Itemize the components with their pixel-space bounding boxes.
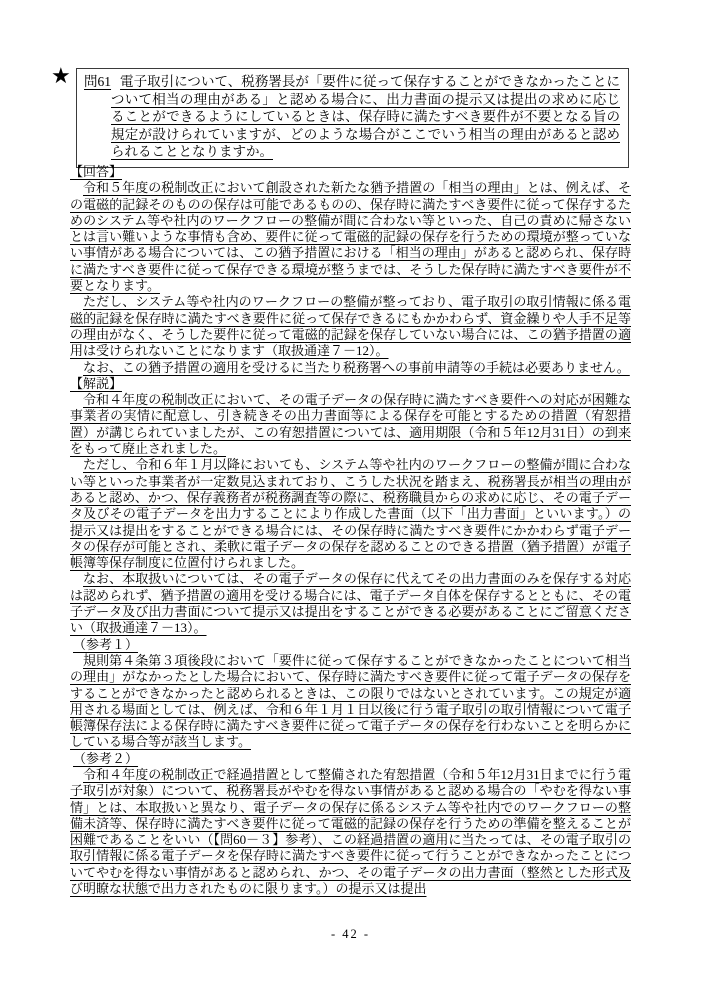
question-text: [84, 73, 620, 161]
question-box: [76, 68, 629, 168]
answer-paragraph: なお、この猶予措置の適用を受けるに当たり税務署への事前申請等の手続は必要ありません。: [83, 359, 630, 375]
explanation-paragraph: なお、本取扱いについては、その電子データの保存に代えてその出力書面のみを保存する対応は認められず、猶予措置の適用を受ける場合には、電子データ自体を保存するとともに、その電子データ及び出力書面について提示又は提出をすることができる必要があることにご留意ください（取扱通達７－13）。: [70, 571, 631, 636]
answer-heading: 【回答】: [70, 164, 123, 179]
reference1-paragraph: 規則第４条第３項後段において「要件に従って保存することができなかったことについて相当の理由」がなかったとした場合において、保存時に満たすべき要件に従って電子データの保存をすることができなかったと認められるときは、この限りではないとされています。この規定が適用される場面としては、例えば、令和６年１月１日以後に行う電子取引の取引情報について電子帳簿保存法による保存時に満たすべき要件に従って電子データの保存を行わないことを明らかにしている場合等が該当します。: [70, 652, 631, 750]
explanation-paragraph: ただし、令和６年１月以降においても、システム等や社内のワークフローの整備が間に合わない等といった事業者が一定数見込まれており、こうした状況を踏まえ、税務署長が相当の理由があると認め、かつ、保存義務者が税務調査等の際に、税務職員からの求めに応じ、その電子データ及びその電子データを出力することにより作成した書面（以下「出力書面」といいます。）の提示又は提出をすることができる場合には、その保存時に満たすべき要件にかかわらず電子データの保存が可能とされ、柔軟に電子データの保存を認めることのできる措置（猶予措置）が電子帳簿等保存制度に位置付けられました。: [70, 457, 631, 571]
reference2-paragraph: 令和４年度の税制改正で経過措置として整備された宥恕措置（令和５年12月31日までに行う電子取引が対象）について、税務署長がやむを得ない事情があると認める場合の「やむを得ない事情」とは、本取扱いと異なり、電子データの保存に係るシステム等や社内でのワークフローの整備未済等、保存時に満たすべき要件に従って電磁的記録の保存を行うための準備を整えることが困難であることをいい（【問60－３】参考）、この経過措置の適用に当たっては、その電子取引の取引情報に係る電子データを保存時に満たすべき要件に従って行うことができなかったことについてやむを得ない事情があると認められ、かつ、その電子データの出力書面（整然とした形式及び明瞭な状態で出力されたものに限ります。）の提示又は提出: [70, 766, 631, 897]
explanation-heading: 【解説】: [70, 375, 123, 391]
explanation-paragraph: 令和４年度の税制改正において、その電子データの保存時に満たすべき要件への対応が困難な事業者の実情に配意し、引き続きその出力書面等による保存を可能とするための措置（宥恕措置）が講じられていましたが、この宥恕措置については、適用期限（令和５年12月31日）の到来をもって廃止されました。: [70, 392, 631, 457]
answer-paragraph: 令和５年度の税制改正において創設された新たな猶予措置の「相当の理由」とは、例えば、その電磁的記録そのものの保存は可能であるものの、保存時に満たすべき要件に従って保存するためのシステム等や社内のワークフローの整備が間に合わない等といった、自己の責めに帰さないとは言い難いような事情も含め、要件に従って電磁的記録の保存を行うための環境が整っていない事情がある場合については、この猶予措置における「相当の理由」があると認められ、保存時に満たすべき要件に従って保存できる環境が整うまでは、そうした保存時に満たすべき要件が不要となります。: [70, 180, 631, 294]
reference2-heading: （参考２）: [73, 750, 139, 766]
answer-paragraph: ただし、システム等や社内のワークフローの整備が整っており、電子取引の取引情報に係る電磁的記録を保存時に満たすべき要件に従って保存できるにもかかわらず、資金繰りや人手不足等の理由がなく、そうした要件に従って電磁的記録を保存していない場合には、この猶予措置の適用は受けられないことになります（取扱通達７－12）。: [70, 294, 631, 359]
star-icon: ★: [51, 64, 71, 89]
document-body: [70, 164, 631, 897]
question-body-text: 電子取引について、税務署長が「要件に従って保存することができなかったことについて相当の理由がある」と認める場合に、出力書面の提示又は提出の求めに応じることができるようにしているときは、保存時に満たすべき要件が不要となる旨の規定が設けられていますが、どのような場合がここでいう相当の理由があると認められることとなりますか。: [111, 74, 620, 160]
page-number: - 42 -: [330, 927, 371, 941]
reference1-heading: （参考１）: [73, 636, 139, 652]
question-number-label: 問61: [84, 74, 112, 89]
